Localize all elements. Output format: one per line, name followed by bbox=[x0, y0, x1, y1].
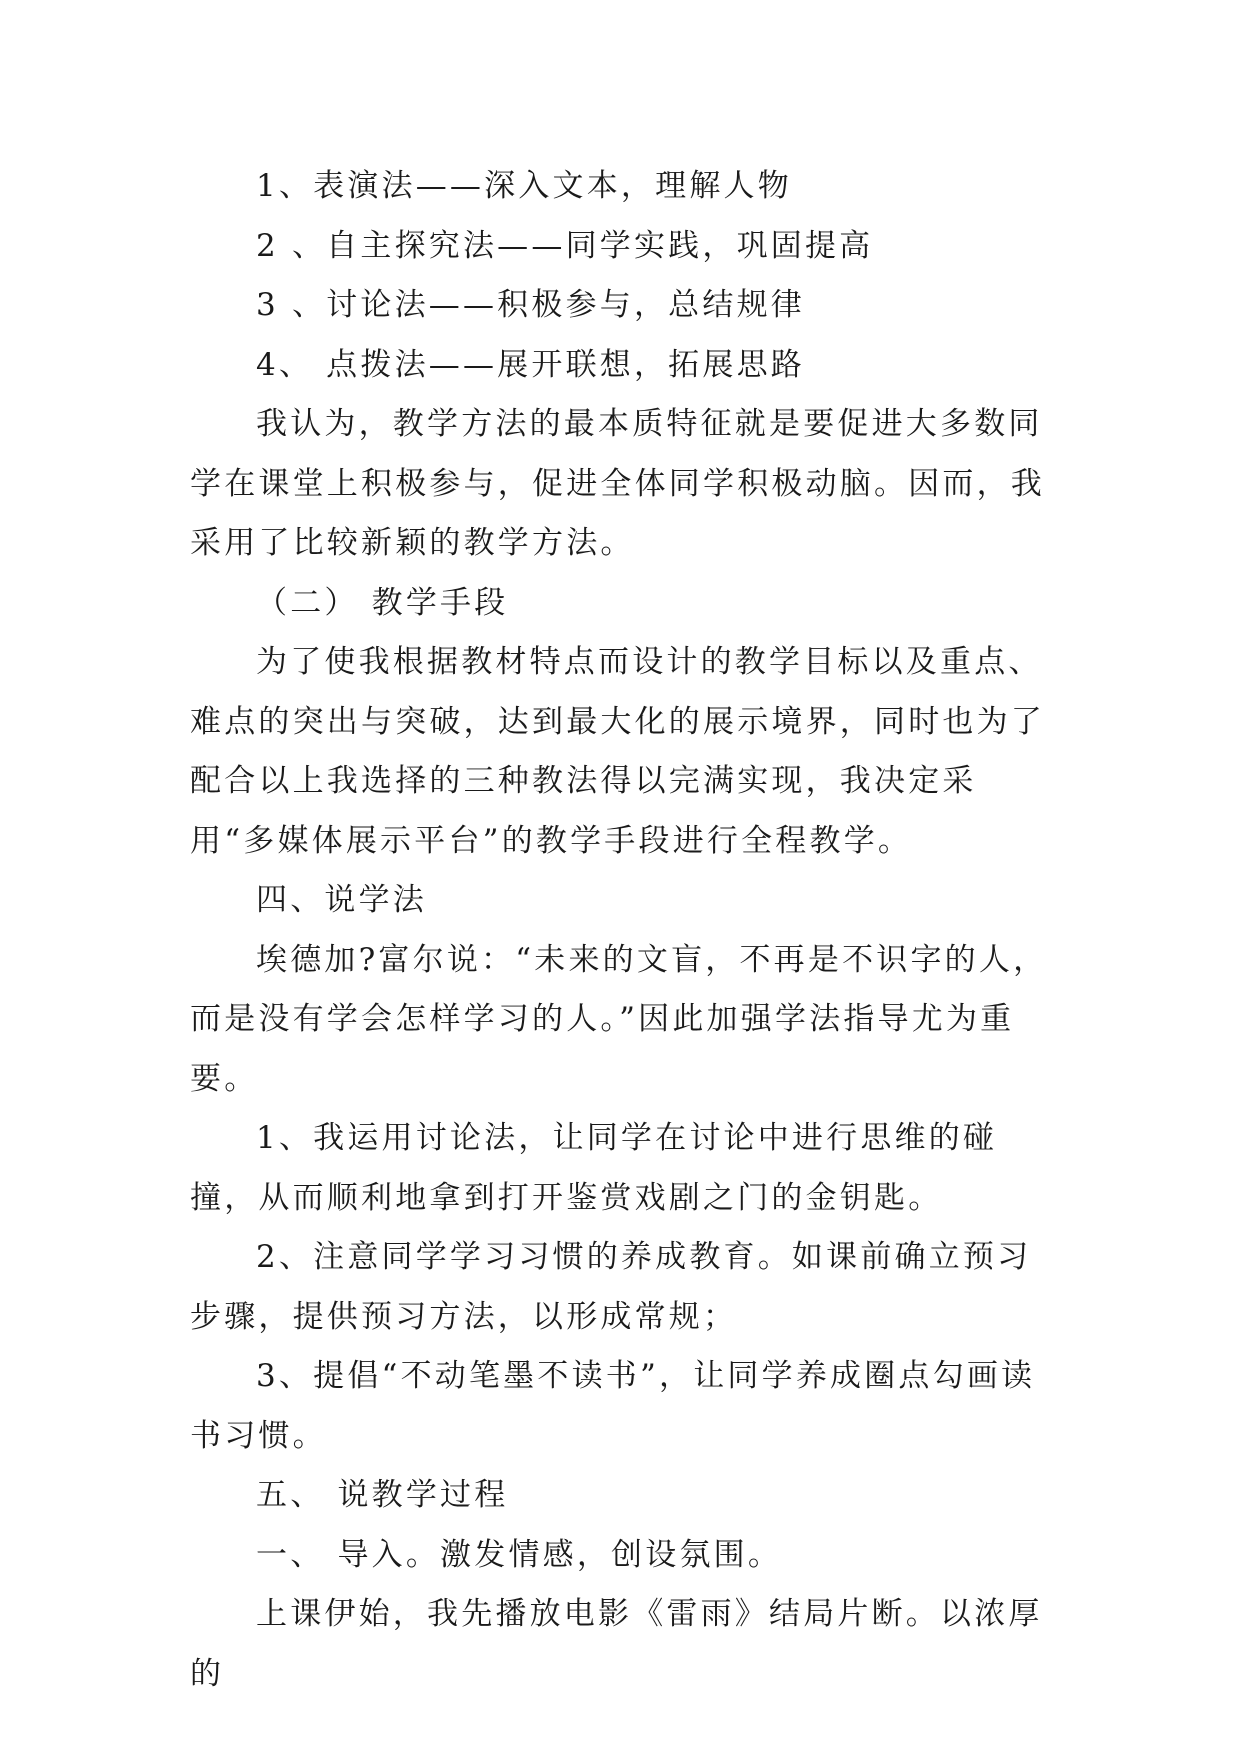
list-item-learning-3: 3、提倡“不动笔墨不读书”，让同学养成圈点勾画读书习惯。 bbox=[190, 1358, 1036, 1454]
list-item-performance-method: 1、表演法——深入文本，理解人物 bbox=[256, 168, 792, 204]
list-item-self-inquiry-method: 2 、自主探究法——同学实践，巩固提高 bbox=[256, 227, 874, 264]
section-heading-teaching-means: （二） 教学手段 bbox=[256, 584, 509, 621]
paragraph-teaching-means: 为了使我根据教材特点而设计的教学目标以及重点、难点的突出与突破，达到最大化的展示境界，同时也为了配合以上我选择的三种教法得以完满实现，我决定采用“多媒体展示平台”的教学手段进行全程教学。 bbox=[190, 644, 1045, 859]
section-heading-teaching-process: 五、 说教学过程 bbox=[256, 1477, 509, 1513]
paragraph-teaching-method-view: 我认为，教学方法的最本质特征就是要促进大多数同学在课堂上积极参与，促进全体同学积极动脑。因而，我采用了比较新颖的教学方法。 bbox=[190, 406, 1045, 561]
list-item-learning-1: 1、我运用讨论法，让同学在讨论中进行思维的碰撞，从而顺利地拿到打开鉴赏戏剧之门的金钥匙。 bbox=[190, 1120, 998, 1216]
list-item-learning-2: 2、注意同学学习习惯的养成教育。如课前确立预习步骤，提供预习方法，以形成常规； bbox=[190, 1239, 1032, 1335]
list-item-guidance-method: 4、 点拨法——展开联想，拓展思路 bbox=[256, 346, 805, 383]
list-item-discussion-method: 3 、讨论法——积极参与，总结规律 bbox=[256, 287, 805, 323]
section-heading-learning-method: 四、说学法 bbox=[256, 882, 427, 918]
paragraph-introduction: 上课伊始，我先播放电影《雷雨》结局片断。以浓厚的 bbox=[190, 1596, 1043, 1692]
subsection-heading-introduction: 一、 导入。激发情感，创设氛围。 bbox=[256, 1536, 783, 1573]
paragraph-quote: 埃德加?富尔说：“未来的文盲，不再是不识字的人，而是没有学会怎样学习的人。”因此加强学法指导尤为重要。 bbox=[190, 941, 1048, 1097]
document-page bbox=[190, 157, 1058, 1704]
